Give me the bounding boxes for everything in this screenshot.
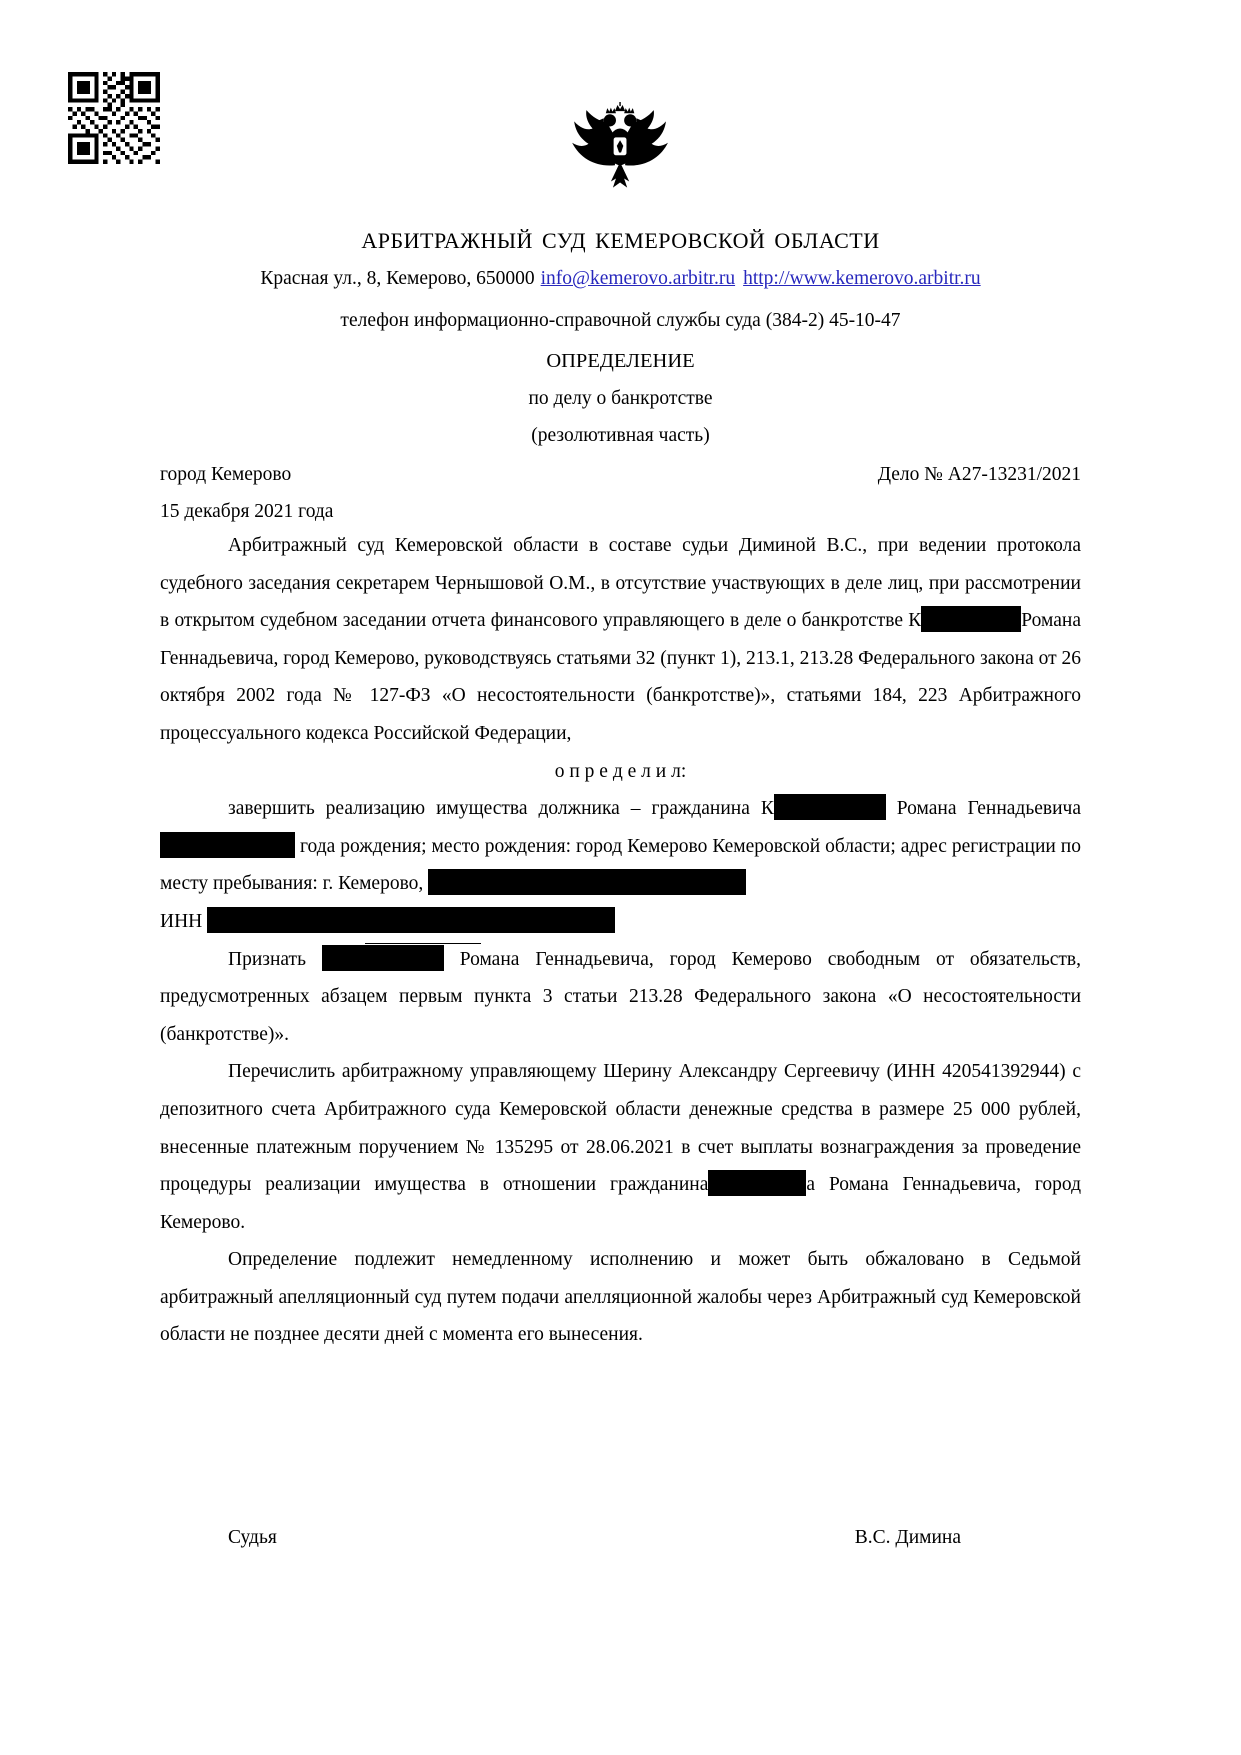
- case-number: Дело № А27-13231/2021: [877, 464, 1081, 485]
- resolution-heading: о п р е д е л и л:: [554, 760, 687, 782]
- court-email-link[interactable]: info@kemerovo.arbitr.ru: [540, 268, 736, 289]
- document-subject: по делу о банкротстве: [528, 388, 713, 409]
- paragraph-release-text-1: Признать: [228, 948, 322, 970]
- court-name: АРБИТРАЖНЫЙ СУД КЕМЕРОВСКОЙ ОБЛАСТИ: [361, 228, 880, 253]
- redaction-bar: [708, 1170, 806, 1196]
- signature-row: [160, 1526, 1081, 1550]
- redaction-bar: [160, 832, 295, 858]
- redaction-bar: [322, 945, 444, 971]
- paragraph-intro: [160, 527, 1081, 753]
- scan-artifact-line: [365, 943, 481, 944]
- paragraph-appeal: Определение подлежит немедленному исполнению и может быть обжаловано в Седьмой арбитражный апелляционный суд путем подачи апелляционной жалобы через Арбитражный суд Кемеровской области не позднее десяти дней с момента его вынесения.: [160, 1249, 1081, 1346]
- paragraph-intro-text-2: Романа Геннадьевича, город Кемерово, руководствуясь статьями 32 (пункт 1), 213.1, 213.28 Федерального закона от 26 октября 2002 года № 127-ФЗ «О несостоятельности (банкротстве)», статьями 184, 223 Арбитражного процессуального кодекса Российской Федерации,: [160, 610, 1081, 744]
- court-website-link[interactable]: http://www.kemerovo.arbitr.ru: [743, 268, 981, 289]
- court-phone-line: телефон информационно-справочной службы суда (384-2) 45-10-47: [340, 310, 901, 331]
- case-city: город Кемерово: [160, 464, 292, 485]
- court-address-line: [160, 266, 1081, 292]
- signature-role: Судья: [228, 1527, 277, 1549]
- redaction-bar: [921, 606, 1021, 632]
- signature-name: В.С. Димина: [854, 1527, 961, 1549]
- paragraph-payment-text-1: Перечислить арбитражному управляющему Шерину Александру Сергеевичу (ИНН 420541392944) с депозитного счета Арбитражного суда Кемеровской области денежные средства в размере 25 000 рублей, внесенные платежным поручением № 135295 от 28.06.2021 в счет выплаты вознаграждения за проведение процедуры реализации имущества в отношении гражданина: [160, 1061, 1081, 1196]
- document-type-title: ОПРЕДЕЛЕНИЕ: [546, 350, 695, 372]
- qr-code-icon: [68, 72, 160, 164]
- document-part-label: (резолютивная часть): [531, 425, 710, 446]
- case-date: 15 декабря 2021 года: [160, 501, 334, 522]
- paragraph-release: [160, 941, 1081, 1054]
- paragraph-completion-text-3: года рождения; место рождения: город Кемерово Кемеровской области; адрес регистрации по месту пребывания: г. Кемерово,: [160, 835, 1081, 895]
- document-body: [160, 527, 1081, 1354]
- inn-line: [160, 903, 1081, 941]
- paragraph-completion: [160, 790, 1081, 903]
- paragraph-release-text-2: Романа Геннадьевича, город Кемерово свободным от обязательств, предусмотренных абзацем первым пункта 3 статьи 213.28 Федерального закона «О несостоятельности (банкротстве)».: [160, 948, 1081, 1045]
- redaction-bar: [428, 869, 746, 895]
- paragraph-completion-text-1: завершить реализацию имущества должника – гражданина К: [228, 798, 774, 820]
- paragraph-intro-text-1: Арбитражный суд Кемеровской области в составе судьи Диминой В.С., при ведении протокола судебного заседания секретарем Чернышовой О.М., в отсутствие участвующих в деле лиц, при рассмотрении в открытом судебном заседании отчета финансового управляющего в деле о банкротстве К: [160, 535, 1081, 632]
- paragraph-payment-text-2: а Романа Геннадьевича, город Кемерово.: [160, 1174, 1081, 1233]
- court-address: Красная ул., 8, Кемерово, 650000: [260, 268, 535, 289]
- case-info-row: [160, 463, 1081, 487]
- paragraph-payment: [160, 1053, 1081, 1241]
- redaction-bar: [207, 907, 615, 933]
- coat-of-arms-icon: [160, 0, 1081, 210]
- redaction-bar: [774, 794, 886, 820]
- paragraph-completion-text-2: Романа Геннадьевича: [885, 798, 1081, 820]
- inn-label: ИНН: [160, 910, 208, 932]
